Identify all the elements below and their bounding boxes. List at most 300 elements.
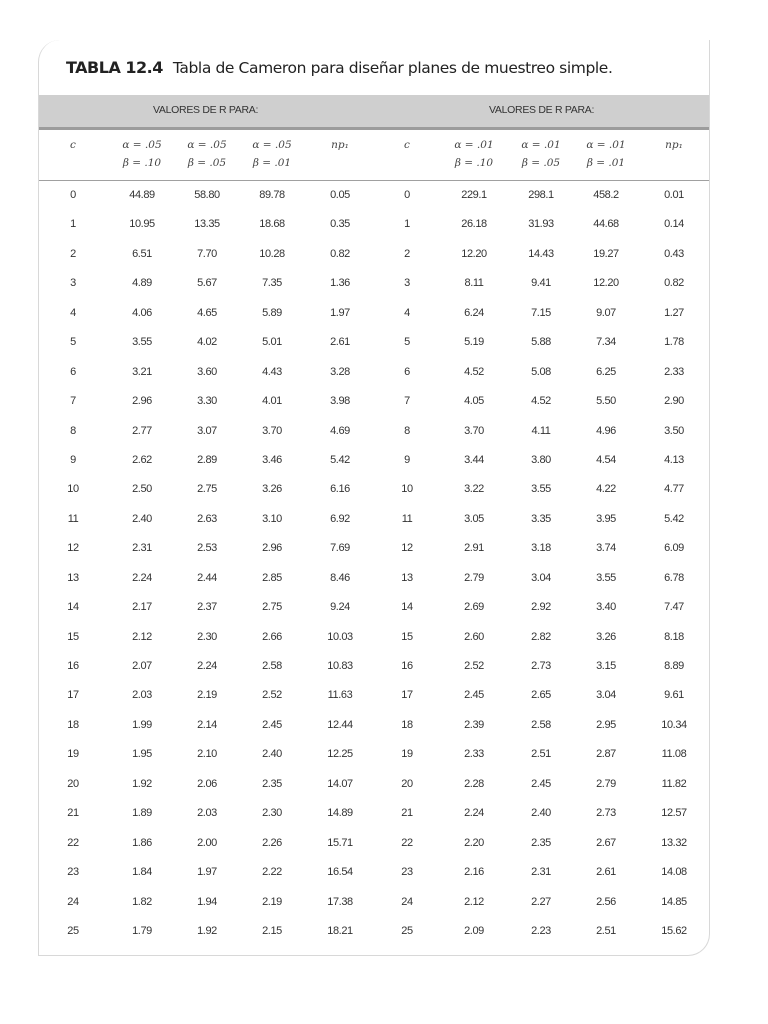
table-cell: 2 <box>404 247 410 260</box>
table-cell: 2.30 <box>197 630 217 643</box>
table-cell: 0.35 <box>330 218 350 231</box>
table-cell: 2.40 <box>132 512 152 525</box>
table-cell: 0 <box>70 189 76 201</box>
table-row <box>39 652 709 681</box>
column-header-line1: α = .05 <box>122 139 162 151</box>
table-row <box>39 328 709 357</box>
table-cell: 2.79 <box>596 777 616 790</box>
table-cell: 2.00 <box>197 836 217 849</box>
table-cell: 2.17 <box>132 601 152 614</box>
table-cell: 1.86 <box>132 836 152 849</box>
column-header <box>237 136 307 172</box>
table-cell: 19.27 <box>593 247 619 260</box>
table-cell: 14.85 <box>661 895 687 908</box>
table-cell: 3.74 <box>596 542 616 555</box>
table-cell: 4.69 <box>330 424 350 437</box>
table-cell: 2.33 <box>464 748 484 761</box>
table-cell: 0.43 <box>664 247 684 260</box>
table-cell: 2.37 <box>197 601 217 614</box>
table-cell: 10 <box>67 483 79 496</box>
table-cell: 2.45 <box>531 777 551 790</box>
table-cell: 4.01 <box>262 395 282 408</box>
column-header-line1: c <box>404 139 410 151</box>
table-cell: 2.22 <box>262 866 282 879</box>
table-row <box>39 446 709 475</box>
table-cell: 2.63 <box>197 512 217 525</box>
table-cell: 9.24 <box>330 601 350 614</box>
table-cell: 2.31 <box>531 866 551 879</box>
table-cell: 5.08 <box>531 365 551 378</box>
table-cell: 3.26 <box>596 630 616 643</box>
table-cell: 3.46 <box>262 453 282 466</box>
table-cell: 2.40 <box>531 807 551 820</box>
table-cell: 8 <box>70 424 76 437</box>
table-cell: 3.10 <box>262 512 282 525</box>
table-cell: 1.82 <box>132 895 152 908</box>
table-cell: 2.65 <box>531 689 551 702</box>
table-cell: 2.35 <box>531 836 551 849</box>
column-header-line2: β = .01 <box>252 157 292 169</box>
column-header-row <box>39 130 709 181</box>
table-cell: 3.18 <box>531 542 551 555</box>
table-cell: 3.60 <box>197 365 217 378</box>
table-cell: 13 <box>401 571 413 584</box>
table-cell: 2.03 <box>132 689 152 702</box>
table-cell: 7.34 <box>596 336 616 349</box>
table-cell: 8 <box>404 424 410 437</box>
table-cell: 14.07 <box>327 777 353 790</box>
table-cell: 2.19 <box>197 689 217 702</box>
table-cell: 11 <box>67 512 79 525</box>
table-cell: 2.19 <box>262 895 282 908</box>
table-cell: 2.31 <box>132 542 152 555</box>
table-cell: 1.92 <box>197 924 217 937</box>
column-header <box>107 136 177 172</box>
table-cell: 2.24 <box>197 660 217 672</box>
table-number: TABLA 12.4 <box>66 58 163 77</box>
table-cell: 5.88 <box>531 336 551 349</box>
table-cell: 3.35 <box>531 512 551 525</box>
column-header-line1: np₁ <box>331 139 349 151</box>
table-cell: 2.53 <box>197 542 217 555</box>
table-cell: 6.24 <box>464 306 484 319</box>
table-cell: 22 <box>401 836 413 849</box>
table-cell: 12.44 <box>327 718 353 731</box>
table-row <box>39 210 709 239</box>
table-cell: 8.11 <box>464 277 484 290</box>
column-header-line1: α = .01 <box>586 139 626 151</box>
table-cell: 2.79 <box>464 571 484 584</box>
table-cell: 11.08 <box>661 748 687 761</box>
table-cell: 3.04 <box>596 689 616 702</box>
table-cell: 23 <box>401 866 413 879</box>
table-cell: 12.25 <box>327 748 353 761</box>
table-row <box>39 888 709 917</box>
table-cell: 2.66 <box>262 630 282 643</box>
table-cell: 44.68 <box>593 218 619 231</box>
table-cell: 2.40 <box>262 748 282 761</box>
table-title <box>66 58 612 84</box>
table-cell: 6.51 <box>132 247 152 260</box>
table-row <box>39 564 709 593</box>
table-row <box>39 681 709 710</box>
table-cell: 0.82 <box>664 277 684 290</box>
table-cell: 9.07 <box>596 306 616 319</box>
table-cell: 2.50 <box>132 483 152 496</box>
table-cell: 10.95 <box>129 218 155 231</box>
table-cell: 3.50 <box>664 424 684 437</box>
table-cell: 2.95 <box>596 718 616 731</box>
table-cell: 2.35 <box>262 777 282 790</box>
column-header <box>172 136 242 172</box>
table-cell: 8.89 <box>664 660 684 672</box>
table-body <box>39 181 709 946</box>
table-cell: 3.05 <box>464 512 484 525</box>
table-cell: 18.68 <box>259 218 285 231</box>
column-header-line1: np₁ <box>665 139 683 151</box>
table-cell: 3.30 <box>197 395 217 408</box>
table-cell: 1.97 <box>330 306 350 319</box>
table-cell: 10.83 <box>327 660 353 672</box>
table-cell: 458.2 <box>593 189 619 201</box>
column-header-line2: β = .10 <box>122 157 162 169</box>
table-cell: 11 <box>401 512 413 525</box>
column-header <box>372 136 442 154</box>
table-cell: 13.35 <box>194 218 220 231</box>
table-cell: 1.84 <box>132 866 152 879</box>
column-header-line1: α = .05 <box>252 139 292 151</box>
table-cell: 10.03 <box>327 630 353 643</box>
table-cell: 14 <box>401 601 413 614</box>
table-row <box>39 505 709 534</box>
column-header <box>639 136 709 154</box>
table-cell: 2.61 <box>596 866 616 879</box>
table-row <box>39 534 709 563</box>
table-row <box>39 387 709 416</box>
table-cell: 7.35 <box>262 277 282 290</box>
table-cell: 2.92 <box>531 601 551 614</box>
table-cell: 3.98 <box>330 395 350 408</box>
table-cell: 58.80 <box>194 189 220 201</box>
table-cell: 5.67 <box>197 277 217 290</box>
table-cell: 4.11 <box>531 424 551 437</box>
table-cell: 2.51 <box>596 924 616 937</box>
table-cell: 2.15 <box>262 924 282 937</box>
column-header <box>305 136 375 154</box>
table-cell: 1 <box>404 218 410 231</box>
table-cell: 1.89 <box>132 807 152 820</box>
table-cell: 3.55 <box>596 571 616 584</box>
table-cell: 6.16 <box>330 483 350 496</box>
table-cell: 4.22 <box>596 483 616 496</box>
table-cell: 14.43 <box>528 247 554 260</box>
table-cell: 4.43 <box>262 365 282 378</box>
table-cell: 7 <box>70 395 76 408</box>
table-cell: 9 <box>404 453 410 466</box>
table-row <box>39 240 709 269</box>
table-row <box>39 623 709 652</box>
table-cell: 2.24 <box>132 571 152 584</box>
column-header-line1: α = .05 <box>187 139 227 151</box>
table-cell: 12.20 <box>593 277 619 290</box>
table-cell: 7 <box>404 395 410 408</box>
table-cell: 2.87 <box>596 748 616 761</box>
table-cell: 2.56 <box>596 895 616 908</box>
table-row <box>39 181 709 210</box>
table-cell: 2.12 <box>464 895 484 908</box>
table-cell: 26.18 <box>461 218 487 231</box>
table-cell: 1.97 <box>197 866 217 879</box>
table-cell: 3.80 <box>531 453 551 466</box>
table-cell: 19 <box>401 748 413 761</box>
table-cell: 0.14 <box>664 218 684 231</box>
table-cell: 2.23 <box>531 924 551 937</box>
table-cell: 24 <box>67 895 79 908</box>
table-cell: 2.58 <box>262 660 282 672</box>
table-cell: 3.55 <box>132 336 152 349</box>
table-cell: 6.92 <box>330 512 350 525</box>
table-cell: 2.26 <box>262 836 282 849</box>
table-cell: 1.92 <box>132 777 152 790</box>
table-cell: 18 <box>401 718 413 731</box>
table-cell: 24 <box>401 895 413 908</box>
column-header-line1: α = .01 <box>521 139 561 151</box>
table-cell: 2.96 <box>132 395 152 408</box>
table-cell: 2.45 <box>262 718 282 731</box>
table-cell: 4.77 <box>664 483 684 496</box>
column-header-line1: c <box>70 139 76 151</box>
table-row <box>39 829 709 858</box>
table-row <box>39 799 709 828</box>
table-cell: 15.71 <box>327 836 353 849</box>
table-cell: 4.13 <box>664 453 684 466</box>
table-cell: 1.36 <box>330 277 350 290</box>
table-cell: 6 <box>404 365 410 378</box>
table-cell: 5.19 <box>464 336 484 349</box>
table-cell: 3 <box>70 277 76 290</box>
table-cell: 1.79 <box>132 924 152 937</box>
table-cell: 14 <box>67 601 79 614</box>
table-row <box>39 917 709 946</box>
table-cell: 5 <box>70 336 76 349</box>
table-cell: 16.54 <box>327 866 353 879</box>
table-cell: 2.03 <box>197 807 217 820</box>
table-cell: 7.15 <box>531 306 551 319</box>
table-cell: 9 <box>70 453 76 466</box>
table-cell: 15.62 <box>661 924 687 937</box>
table-cell: 1.78 <box>664 336 684 349</box>
table-cell: 2.14 <box>197 718 217 731</box>
table-cell: 14.89 <box>327 807 353 820</box>
column-header-line2: β = .01 <box>586 157 626 169</box>
table-cell: 2.69 <box>464 601 484 614</box>
table-caption: Tabla de Cameron para diseñar planes de muestreo simple. <box>172 59 613 77</box>
table-cell: 5.50 <box>596 395 616 408</box>
table-row <box>39 770 709 799</box>
table-cell: 10.28 <box>259 247 285 260</box>
table-cell: 2.45 <box>464 689 484 702</box>
table-cell: 2.51 <box>531 748 551 761</box>
table-cell: 3.40 <box>596 601 616 614</box>
table-cell: 2.52 <box>464 660 484 672</box>
table-row <box>39 299 709 328</box>
table-row <box>39 417 709 446</box>
table-cell: 15 <box>67 630 79 643</box>
table-cell: 44.89 <box>129 189 155 201</box>
table-cell: 5.01 <box>262 336 282 349</box>
table-cell: 89.78 <box>259 189 285 201</box>
table-cell: 2.28 <box>464 777 484 790</box>
table-row <box>39 740 709 769</box>
table-cell: 13.32 <box>661 836 687 849</box>
table-row <box>39 269 709 298</box>
table-cell: 2.30 <box>262 807 282 820</box>
table-cell: 13 <box>67 571 79 584</box>
table-cell: 3.55 <box>531 483 551 496</box>
table-cell: 11.63 <box>327 689 353 702</box>
table-cell: 2.67 <box>596 836 616 849</box>
table-cell: 2.06 <box>197 777 217 790</box>
table-row <box>39 711 709 740</box>
table-cell: 2.89 <box>197 453 217 466</box>
table-cell: 4.05 <box>464 395 484 408</box>
table-cell: 2.20 <box>464 836 484 849</box>
table-cell: 2.44 <box>197 571 217 584</box>
table-cell: 23 <box>67 866 79 879</box>
table-cell: 3.70 <box>464 424 484 437</box>
table-cell: 2.61 <box>330 336 350 349</box>
table-cell: 12 <box>401 542 413 555</box>
table-cell: 14.08 <box>661 866 687 879</box>
table-cell: 4 <box>404 306 410 319</box>
column-header <box>38 136 108 154</box>
table-cell: 0.01 <box>664 189 684 201</box>
table-cell: 15 <box>401 630 413 643</box>
table-cell: 2.85 <box>262 571 282 584</box>
table-cell: 3.22 <box>464 483 484 496</box>
table-cell: 3.21 <box>132 365 152 378</box>
table-cell: 1.94 <box>197 895 217 908</box>
table-cell: 4.52 <box>531 395 551 408</box>
table-row <box>39 593 709 622</box>
table-cell: 12.57 <box>661 807 687 820</box>
table-cell: 2.77 <box>132 424 152 437</box>
column-header-line2: β = .05 <box>187 157 227 169</box>
column-header-line2: β = .10 <box>454 157 494 169</box>
table-cell: 6.09 <box>664 542 684 555</box>
table-cell: 2.12 <box>132 630 152 643</box>
table-cell: 4.02 <box>197 336 217 349</box>
table-cell: 12.20 <box>461 247 487 260</box>
table-cell: 9.41 <box>531 277 551 290</box>
table-cell: 6 <box>70 365 76 378</box>
table-cell: 16 <box>67 660 79 672</box>
table-cell: 2.90 <box>664 395 684 408</box>
column-header-line2: β = .05 <box>521 157 561 169</box>
table-row <box>39 358 709 387</box>
table-cell: 298.1 <box>528 189 554 201</box>
table-cell: 10 <box>401 483 413 496</box>
table-cell: 25 <box>401 924 413 937</box>
table-row <box>39 475 709 504</box>
table-cell: 18.21 <box>327 924 353 937</box>
table-cell: 3.70 <box>262 424 282 437</box>
table-cell: 18 <box>67 718 79 731</box>
table-cell: 2.62 <box>132 453 152 466</box>
table-cell: 8.46 <box>330 571 350 584</box>
table-cell: 3.07 <box>197 424 217 437</box>
table-cell: 22 <box>67 836 79 849</box>
table-cell: 7.69 <box>330 542 350 555</box>
table-cell: 0.05 <box>330 189 350 201</box>
table-cell: 2.16 <box>464 866 484 879</box>
column-header <box>439 136 509 172</box>
table-row <box>39 858 709 887</box>
table-cell: 2.58 <box>531 718 551 731</box>
table-cell: 5.42 <box>330 453 350 466</box>
column-header-line1: α = .01 <box>454 139 494 151</box>
group-header-bar <box>39 95 709 130</box>
table-cell: 2.07 <box>132 660 152 672</box>
table-cell: 4.65 <box>197 306 217 319</box>
table-cell: 1.95 <box>132 748 152 761</box>
table-cell: 4.89 <box>132 277 152 290</box>
table-cell: 4.54 <box>596 453 616 466</box>
table-cell: 229.1 <box>461 189 487 201</box>
table-cell: 19 <box>67 748 79 761</box>
table-cell: 2.75 <box>197 483 217 496</box>
table-cell: 2 <box>70 247 76 260</box>
table-cell: 3.04 <box>531 571 551 584</box>
table-cell: 21 <box>67 807 79 820</box>
table-cell: 2.75 <box>262 601 282 614</box>
table-cell: 3.15 <box>596 660 616 672</box>
table-cell: 17 <box>67 689 79 702</box>
table-cell: 31.93 <box>528 218 554 231</box>
table-cell: 2.24 <box>464 807 484 820</box>
table-cell: 5 <box>404 336 410 349</box>
table-cell: 6.25 <box>596 365 616 378</box>
table-cell: 4.06 <box>132 306 152 319</box>
table-cell: 5.89 <box>262 306 282 319</box>
table-cell: 2.73 <box>531 660 551 672</box>
table-cell: 2.33 <box>664 365 684 378</box>
table-cell: 12 <box>67 542 79 555</box>
table-cell: 2.10 <box>197 748 217 761</box>
table-cell: 1.99 <box>132 718 152 731</box>
table-cell: 11.82 <box>661 777 687 790</box>
table-cell: 17.38 <box>327 895 353 908</box>
table-cell: 0 <box>404 189 410 201</box>
table-cell: 0.82 <box>330 247 350 260</box>
table-cell: 7.70 <box>197 247 217 260</box>
table-cell: 4.52 <box>464 365 484 378</box>
column-header <box>571 136 641 172</box>
table-cell: 17 <box>401 689 413 702</box>
table-cell: 3.95 <box>596 512 616 525</box>
table-cell: 4 <box>70 306 76 319</box>
table-cell: 2.09 <box>464 924 484 937</box>
table-cell: 2.39 <box>464 718 484 731</box>
table-cell: 2.82 <box>531 630 551 643</box>
table-cell: 2.60 <box>464 630 484 643</box>
table-cell: 3 <box>404 277 410 290</box>
table-cell: 7.47 <box>664 601 684 614</box>
group-header-right: VALORES DE R PARA: <box>489 104 595 116</box>
column-header <box>506 136 576 172</box>
table-cell: 3.26 <box>262 483 282 496</box>
table-cell: 10.34 <box>661 718 687 731</box>
